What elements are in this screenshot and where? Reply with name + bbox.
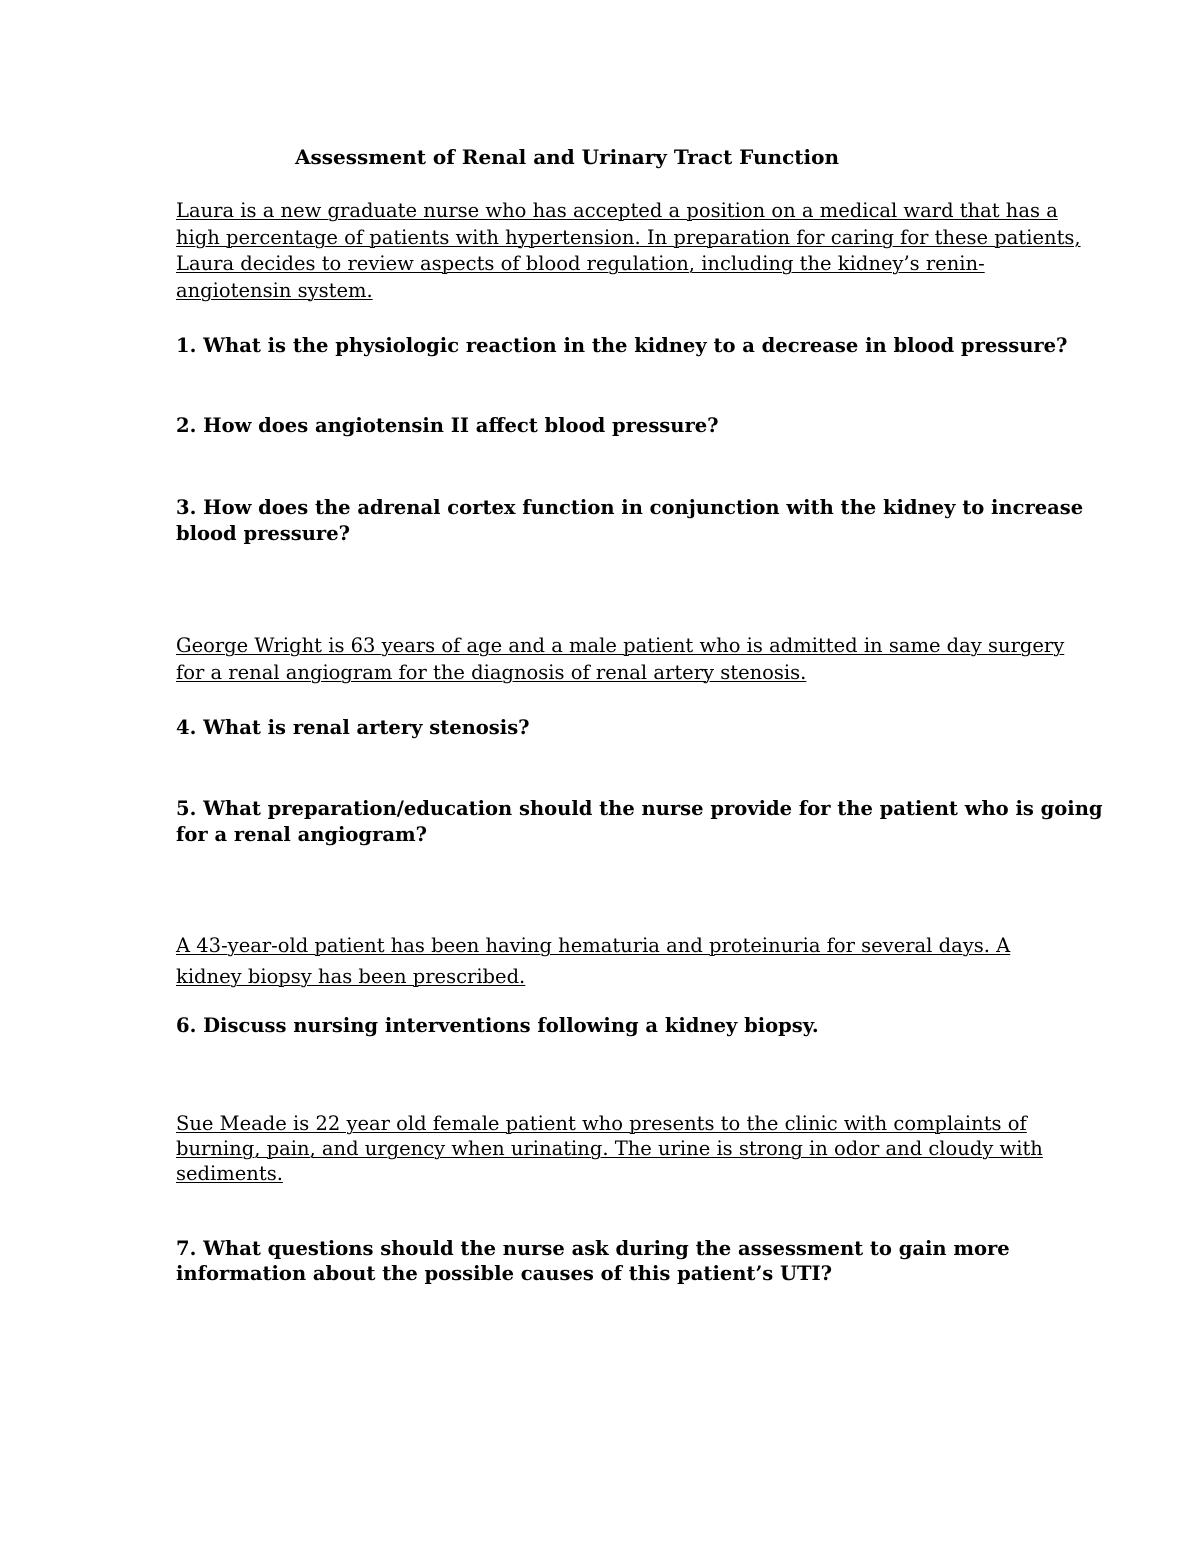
question-line: 7. What questions should the nurse ask during the assessment to gain more — [176, 1237, 1010, 1260]
question-3 — [176, 495, 1084, 547]
question-line: 3. How does the adrenal cortex function in conjunction with the kidney to increase — [176, 496, 1084, 519]
scenario-line: George Wright is 63 years of age and a male patient who is admitted in same day surgery — [176, 634, 1065, 657]
question-line: for a renal angiogram? — [176, 823, 428, 846]
question-5 — [176, 796, 1103, 848]
scenario-george-wright — [176, 633, 1065, 686]
scenario-line: Laura is a new graduate nurse who has accepted a position on a medical ward that has a — [176, 199, 1058, 222]
document-title: Assessment of Renal and Urinary Tract Function — [295, 145, 839, 169]
question-line: 1. What is the physiologic reaction in the kidney to a decrease in blood pressure? — [176, 334, 1068, 357]
scenario-line: sediments. — [176, 1162, 283, 1185]
question-line: 5. What preparation/education should the nurse provide for the patient who is going — [176, 797, 1103, 820]
scenario-line: burning, pain, and urgency when urinating. The urine is strong in odor and cloudy with — [176, 1137, 1043, 1160]
question-7 — [176, 1236, 1036, 1286]
scenario-line: A 43-year-old patient has been having hematuria and proteinuria for several days. A — [176, 934, 1011, 957]
scenario-line: kidney biopsy has been prescribed. — [176, 965, 526, 988]
scenario-line: Laura decides to review aspects of blood regulation, including the kidney’s renin- — [176, 252, 985, 275]
question-line: 2. How does angiotensin II affect blood pressure? — [176, 414, 719, 437]
question-2 — [176, 413, 1036, 439]
scenario-line: for a renal angiogram for the diagnosis of renal artery stenosis. — [176, 660, 807, 684]
question-line: 4. What is renal artery stenosis? — [176, 716, 530, 739]
question-line: blood pressure? — [176, 522, 351, 545]
scenario-sue-meade — [176, 1111, 1043, 1186]
question-1 — [176, 333, 1068, 359]
question-4 — [176, 715, 1036, 741]
scenario-line: Sue Meade is 22 year old female patient who presents to the clinic with complaints of — [176, 1112, 1027, 1135]
question-line: 6. Discuss nursing interventions following a kidney biopsy. — [176, 1014, 819, 1037]
scenario-biopsy-patient — [176, 930, 1036, 992]
question-6 — [176, 1013, 1036, 1039]
scenario-line: high percentage of patients with hypertension. In preparation for caring for these patients, — [176, 225, 1081, 249]
scenario-laura — [176, 198, 1081, 304]
question-line: information about the possible causes of this patient’s UTI? — [176, 1262, 833, 1285]
scenario-line: angiotensin system. — [176, 278, 373, 302]
